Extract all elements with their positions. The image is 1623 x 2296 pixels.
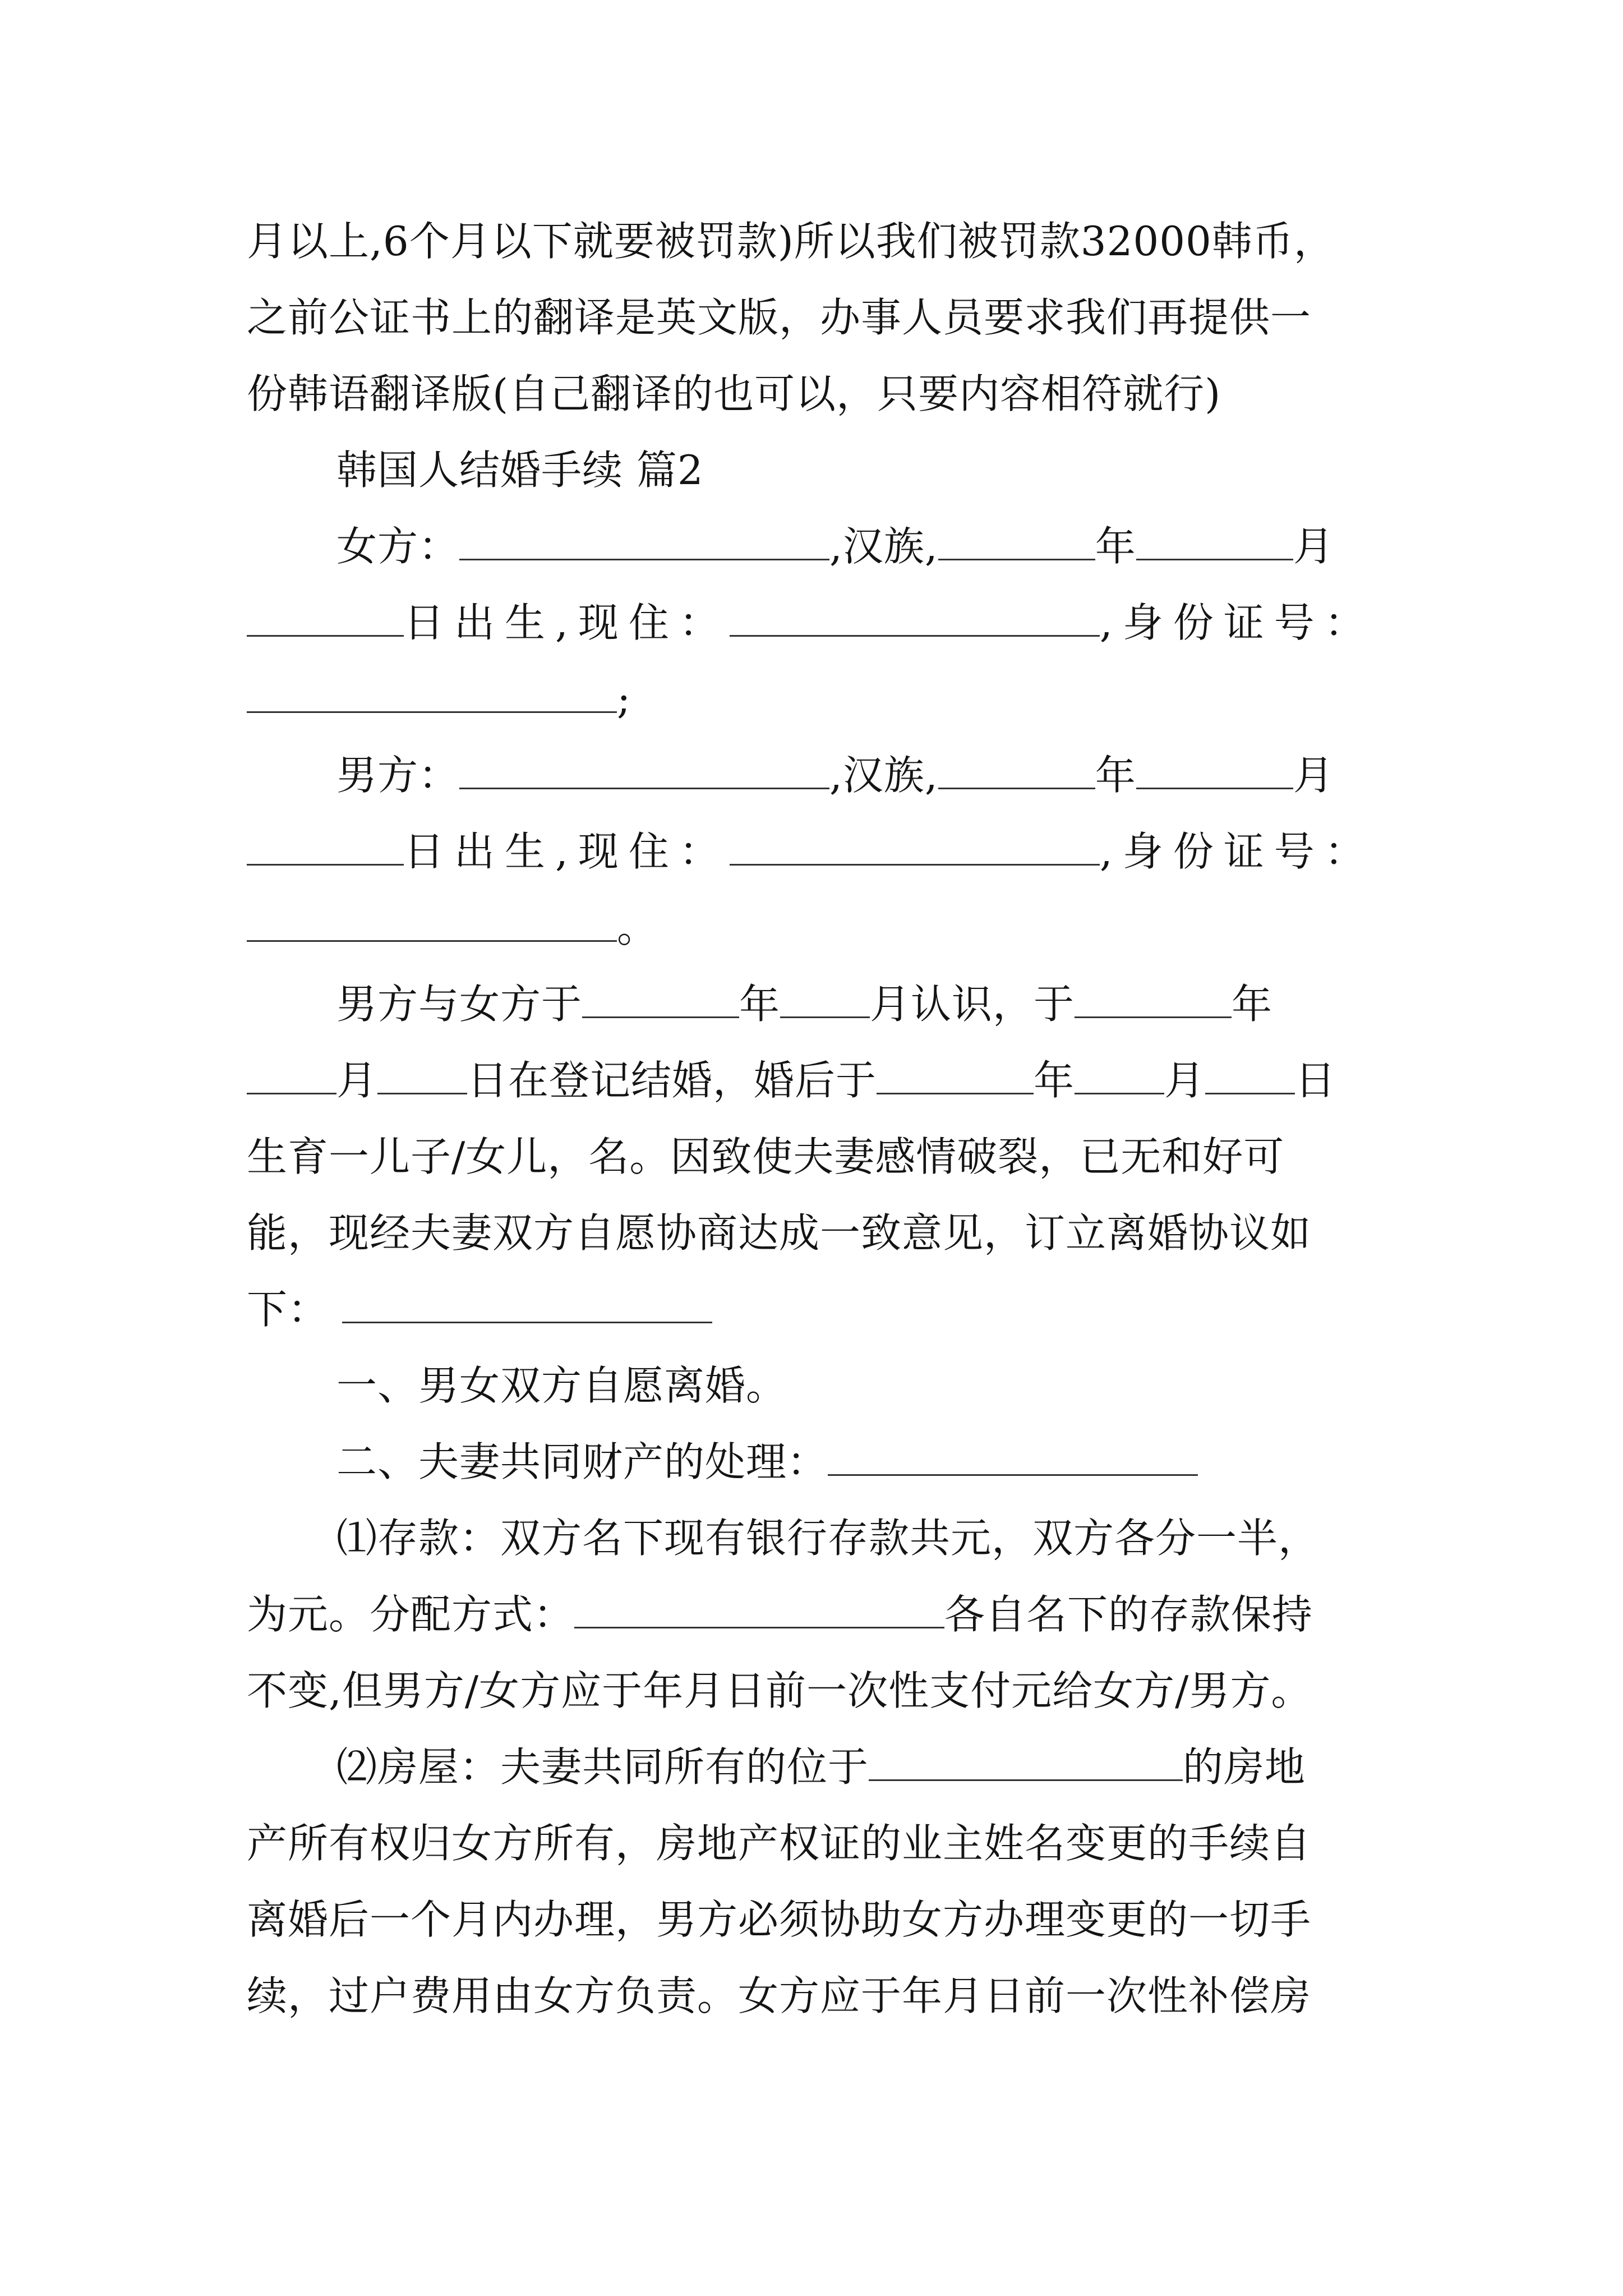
below-line — [247, 1280, 1380, 1338]
male-birth-day-blank[interactable] — [247, 829, 404, 866]
agreement-blank[interactable] — [342, 1287, 712, 1323]
text-line: 份韩语翻译版(自己翻译的也可以，只要内容相符就行) — [247, 370, 1221, 417]
child-year-label: 年 — [1034, 1057, 1075, 1104]
child-month-label: 月 — [1164, 1057, 1206, 1104]
house-location-blank[interactable] — [869, 1745, 1183, 1781]
reg-year-blank[interactable] — [1075, 982, 1232, 1018]
text-line: 能，现经夫妻双方自愿协商达成一致意见，订立离婚协议如 — [247, 1209, 1312, 1257]
text-line: 之前公证书上的翻译是英文版，办事人员要求我们再提供一 — [247, 294, 1312, 341]
female-address-blank[interactable] — [730, 600, 1100, 637]
house-label: ⑵房屋：夫妻共同所有的位于 — [336, 1743, 869, 1791]
house-tail: 的房地 — [1183, 1743, 1306, 1791]
female-id-label: ,身份证号： — [1099, 599, 1375, 646]
met-year-label: 年 — [739, 981, 781, 1028]
property-blank[interactable] — [828, 1439, 1198, 1476]
male-name-blank[interactable] — [459, 753, 829, 789]
male-label: 男方： — [336, 752, 460, 799]
reg-month-blank[interactable] — [247, 1058, 336, 1094]
met-month-blank[interactable] — [780, 982, 870, 1018]
deposit-line-2 — [247, 1585, 1380, 1644]
male-line-1 — [336, 746, 1380, 804]
male-end: 。 — [617, 904, 658, 951]
female-month-label: 月 — [1293, 523, 1334, 570]
male-address-blank[interactable] — [730, 829, 1100, 866]
male-birth-month-blank[interactable] — [1136, 753, 1293, 789]
met-prefix: 男方与女方于 — [336, 981, 583, 1028]
reg-year-label: 年 — [1232, 981, 1273, 1028]
reg-month-label: 月 — [336, 1057, 378, 1104]
male-id-label: ,身份证号： — [1099, 828, 1375, 875]
item-2-line — [336, 1433, 1380, 1491]
child-day-blank[interactable] — [1205, 1058, 1295, 1094]
section-title: 韩国人结婚手续 篇2 — [336, 447, 704, 494]
female-birth-day-blank[interactable] — [247, 600, 404, 637]
met-line-2 — [247, 1051, 1380, 1110]
female-year-label: 年 — [1095, 523, 1136, 570]
male-ethnicity: ,汉族, — [829, 752, 938, 799]
house-line-4: 续，过户费用由女方负责。女方应于年月日前一次性补偿房 — [247, 1972, 1312, 2019]
met-line-1 — [336, 975, 1380, 1033]
female-born-label: 日出生,现住： — [404, 599, 730, 646]
female-birth-year-blank[interactable] — [938, 524, 1095, 560]
child-month-blank[interactable] — [1075, 1058, 1164, 1094]
male-born-label: 日出生,现住： — [404, 828, 730, 875]
male-line-2 — [247, 822, 1380, 881]
female-line-2 — [247, 593, 1380, 652]
house-line-3: 离婚后一个月内办理，男方必须协助女方办理变更的一切手 — [247, 1896, 1312, 1943]
reg-day-label: 日在登记结婚，婚后于 — [467, 1057, 877, 1104]
female-ethnicity: ,汉族, — [829, 523, 938, 570]
male-birth-year-blank[interactable] — [938, 753, 1095, 789]
female-end: ; — [617, 675, 631, 723]
reg-day-blank[interactable] — [377, 1058, 467, 1094]
item-2: 二、夫妻共同财产的处理： — [336, 1438, 828, 1485]
deposit-method-label: 为元。分配方式： — [247, 1591, 575, 1638]
met-year-blank[interactable] — [582, 982, 739, 1018]
female-name-blank[interactable] — [459, 524, 829, 560]
text-line: 月以上,6个月以下就要被罚款)所以我们被罚款32000韩币， — [247, 218, 1335, 265]
male-id-blank[interactable] — [247, 905, 617, 942]
deposit-line-1: ⑴存款：双方名下现有银行存款共元，双方各分一半， — [336, 1515, 1320, 1562]
female-line-1 — [336, 517, 1380, 576]
female-label: 女方： — [336, 523, 460, 570]
house-line-1 — [336, 1738, 1380, 1796]
male-month-label: 月 — [1293, 752, 1334, 799]
below-label: 下： — [247, 1286, 329, 1333]
child-day-label: 日 — [1295, 1057, 1336, 1104]
met-month-label: 月认识，于 — [870, 981, 1075, 1028]
deposit-method-blank[interactable] — [574, 1592, 944, 1628]
male-year-label: 年 — [1095, 752, 1136, 799]
house-line-2: 产所有权归女方所有，房地产权证的业主姓名变更的手续自 — [247, 1820, 1312, 1867]
male-line-3 — [247, 899, 1380, 957]
female-birth-month-blank[interactable] — [1136, 524, 1293, 560]
female-line-3 — [247, 670, 1380, 728]
text-line: 生育一儿子/女儿，名。因致使夫妻感情破裂，已无和好可 — [247, 1133, 1285, 1180]
deposit-line-3: 不变,但男方/女方应于年月日前一次性支付元给女方/男方。 — [247, 1667, 1312, 1714]
child-year-blank[interactable] — [877, 1058, 1034, 1094]
female-id-blank[interactable] — [247, 677, 617, 713]
item-1: 一、男女双方自愿离婚。 — [336, 1362, 787, 1409]
deposit-method-tail: 各自名下的存款保持 — [944, 1591, 1313, 1638]
